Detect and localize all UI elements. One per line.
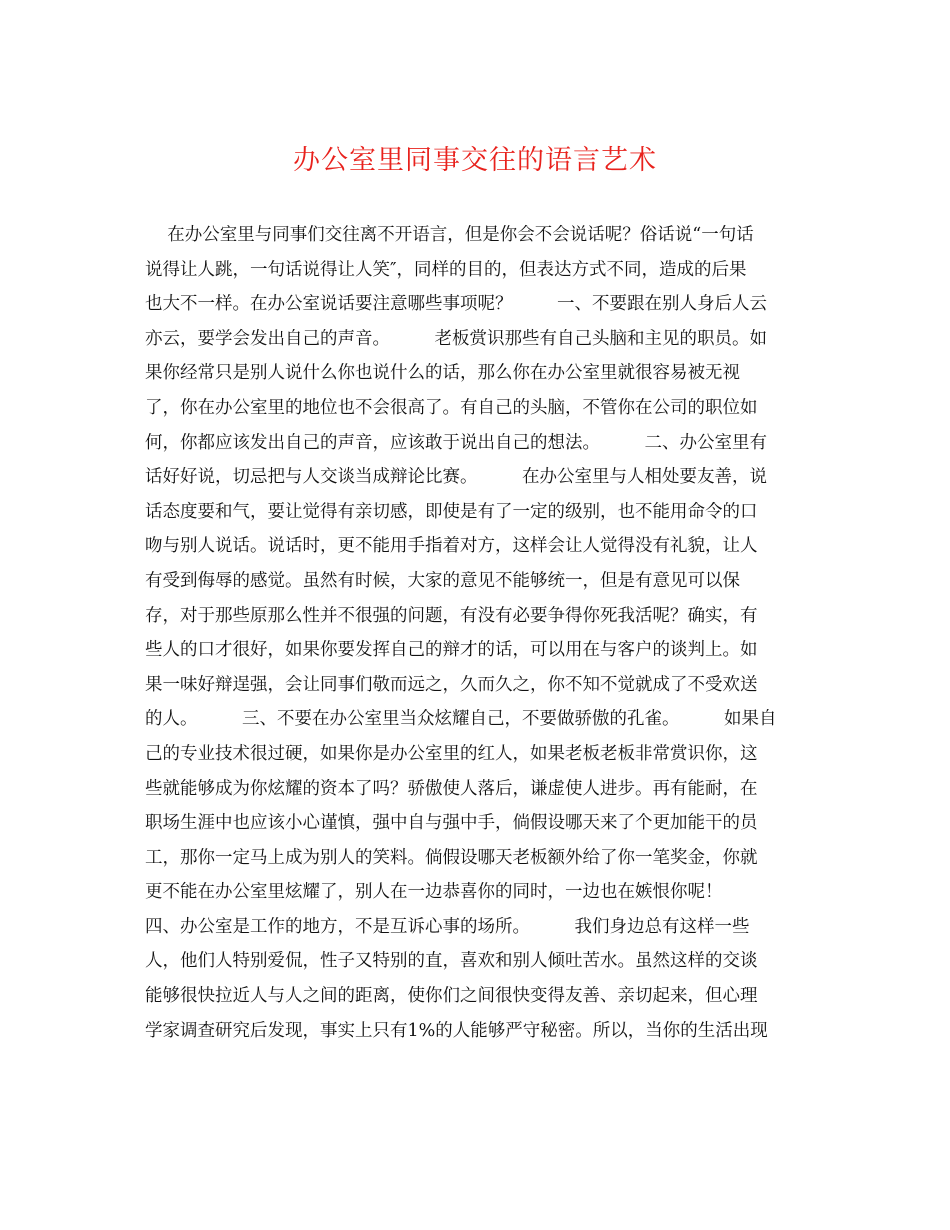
body-line: 话好好说，切忌把与人交谈当成辩论比赛。 在办公室里与人相处要友善，说 [145,467,767,488]
body-line: 话态度要和气，要让觉得有亲切感，即使是有了一定的级别，也不能用命令的口 [145,501,758,522]
body-line: 学家调查研究后发现，事实上只有1%的人能够严守秘密。所以，当你的生活出现 [145,1020,768,1041]
body-line: 能够很快拉近人与人之间的距离，使你们之间很快变得友善、亲切起来，但心理 [145,986,758,1007]
body-line: 四、办公室是工作的地方，不是互诉心事的场所。 我们身边总有这样一些 [145,916,750,937]
document-title: 办公室里同事交往的语言艺术 [293,145,657,176]
document-body [145,218,810,1048]
body-line: 己的专业技术很过硬，如果你是办公室里的红人，如果老板老板非常赏识你，这 [145,743,758,764]
body-line: 职场生涯中也应该小心谨慎，强中自与强中手，倘假设哪天来了个更加能干的员 [145,813,758,834]
body-line: 些人的口才很好，如果你要发挥自己的辩才的话，可以用在与客户的谈判上。如 [145,640,758,661]
body-line: 人，他们人特别爱侃，性子又特别的直，喜欢和别人倾吐苦水。虽然这样的交谈 [145,951,758,972]
body-line: 也大不一样。在办公室说话要注意哪些事项呢？ 一、不要跟在别人身后人云 [145,294,767,315]
body-line: 工，那你一定马上成为别人的笑料。倘假设哪天老板额外给了你一笔奖金，你就 [145,847,758,868]
body-line: 的人。 三、不要在办公室里当众炫耀自己，不要做骄傲的孔雀。 如果自 [145,709,777,730]
body-line: 吻与别人说话。说话时，更不能用手指着对方，这样会让人觉得没有礼貌，让人 [145,536,758,557]
body-line: 更不能在办公室里炫耀了，别人在一边恭喜你的同时，一边也在嫉恨你呢！ [145,882,723,903]
body-line: 在办公室里与同事们交往离不开语言，但是你会不会说话呢？俗话说“一句话 [145,225,754,245]
body-line: 亦云，要学会发出自己的声音。 老板赏识那些有自己头脑和主见的职员。如 [145,328,767,349]
body-line: 些就能够成为你炫耀的资本了吗？骄傲使人落后，谦虚使人进步。再有能耐，在 [145,778,758,799]
body-line: 有受到侮辱的感觉。虽然有时候，大家的意见不能够统一，但是有意见可以保 [145,570,740,591]
body-line: 果你经常只是别人说什么你也说什么的话，那么你在办公室里就很容易被无视 [145,363,740,384]
body-line: 了，你在办公室里的地位也不会很高了。有自己的头脑，不管你在公司的职位如 [145,397,758,418]
body-line: 何，你都应该发出自己的声音，应该敢于说出自己的想法。 二、办公室里有 [145,432,767,453]
body-line: 说得让人跳，一句话说得让人笑″，同样的目的，但表达方式不同，造成的后果 [145,259,747,280]
body-line: 果一味好辩逞强，会让同事们敬而远之，久而久之，你不知不觉就成了不受欢送 [145,674,758,695]
body-line: 存，对于那些原那么性并不很强的问题，有没有必要争得你死我活呢？确实，有 [145,605,758,626]
